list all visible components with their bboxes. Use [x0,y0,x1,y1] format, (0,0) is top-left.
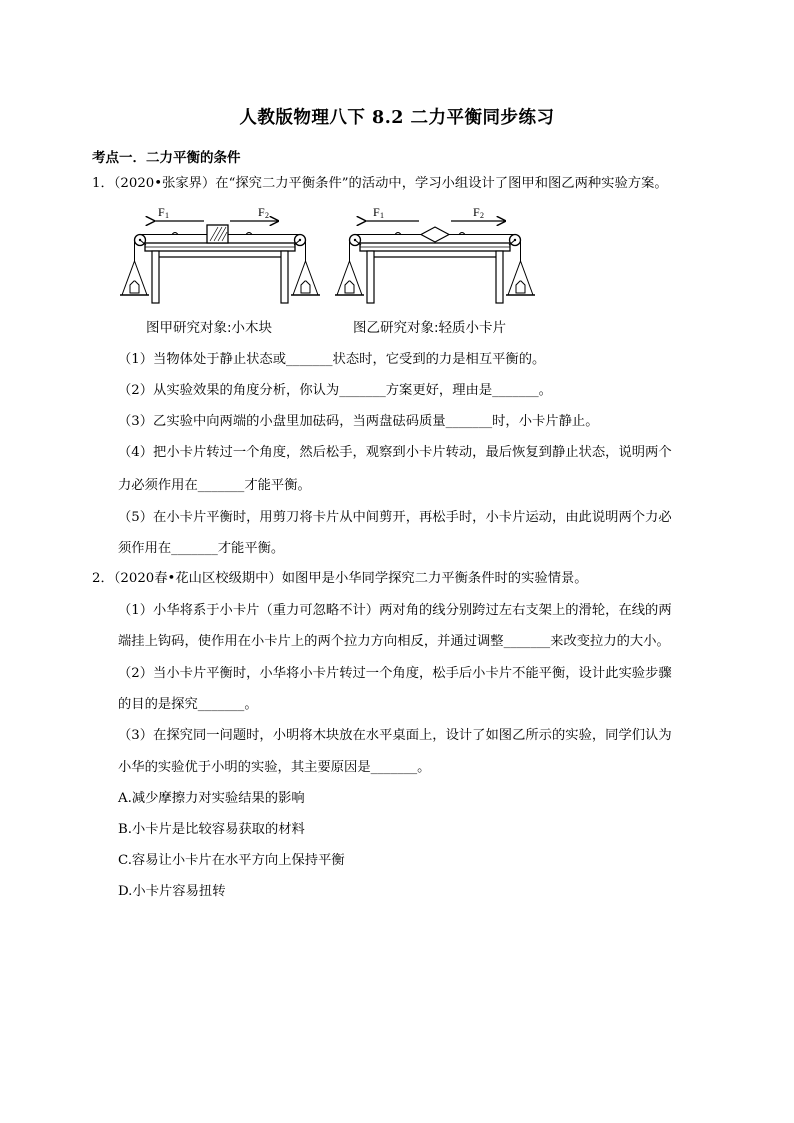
q1-part-4-line1: （4）把小卡片转过一个角度，然后松手，观察到小卡片转动，最后恢复到静止状态，说明两个 [118,445,672,460]
q2-part-2-line2: 的目的是探究_______。 [118,697,258,712]
q2-option-b: B.小卡片是比较容易获取的材料 [118,822,305,837]
weight-left-a [130,281,139,293]
force-label-f1-a: F [158,205,165,219]
q1-part-2: （2）从实验效果的角度分析，你认为_______方案更好，理由是_______。 [118,383,552,398]
q1-part-4-line2: 力必须作用在_______才能平衡。 [118,478,311,493]
page-title: 人教版物理八下 8.2 二力平衡同步练习 [239,108,555,128]
q2-stem: 2．（2020春•花山区校级期中）如图甲是小华同学探究二力平衡条件时的实验情景。 [92,571,588,586]
experiment-diagrams [120,203,720,308]
q1-part-5-line2: 须作用在_______才能平衡。 [118,541,285,556]
q1-part-1: （1）当物体处于静止状态或_______状态时，它受到的力是相互平衡的。 [118,352,546,367]
q2-part-3-line1: （3）在探究同一问题时，小明将木块放在水平桌面上，设计了如图乙所示的实验，同学们认为 [118,728,672,743]
q2-part-1-line1: （1）小华将系于小卡片（重力可忽略不计）两对角的线分别跨过左右支架上的滑轮，在线的两 [118,603,672,618]
section-heading: 考点一．二力平衡的条件 [92,150,241,166]
caption-figure-a: 图甲研究对象:小木块 [146,320,273,336]
svg-text:2: 2 [265,211,269,220]
q2-part-3-line2: 小华的实验优于小明的实验，其主要原因是_______。 [118,760,431,775]
q2-option-c: C.容易让小卡片在水平方向上保持平衡 [118,853,345,868]
q2-part-1-line2: 端挂上钩码，使作用在小卡片上的两个拉力方向相反，并通过调整_______来改变拉力的大小。 [118,634,670,649]
force-label-f2-a: F [258,205,265,219]
q1-part-5-line1: （5）在小卡片平衡时，用剪刀将卡片从中间剪开，再松手时，小卡片运动，由此说明两个力必 [118,510,672,525]
light-card [421,227,449,242]
figure-a-diagram [120,205,320,303]
q1-part-3: （3）乙实验中向两端的小盘里加砝码，当两盘砝码质量_______时，小卡片静止。 [118,414,599,429]
force-label-f1-b: F [373,205,380,219]
svg-text:1: 1 [380,211,384,220]
q1-stem: 1．（2020•张家界）在“探究二力平衡条件”的活动中，学习小组设计了图甲和图乙两种实验方案。 [92,176,668,191]
svg-text:2: 2 [480,211,484,220]
figure-b-diagram [335,205,535,303]
caption-figure-b: 图乙研究对象:轻质小卡片 [353,320,507,336]
q2-option-d: D.小卡片容易扭转 [118,884,226,899]
q2-part-2-line1: （2）当小卡片平衡时，小华将小卡片转过一个角度，松手后小卡片不能平衡，设计此实验步骤 [118,666,672,681]
svg-text:1: 1 [165,211,169,220]
q2-option-a: A.减少摩擦力对实验结果的影响 [118,791,305,806]
weight-right-a [301,281,310,293]
force-label-f2-b: F [473,205,480,219]
